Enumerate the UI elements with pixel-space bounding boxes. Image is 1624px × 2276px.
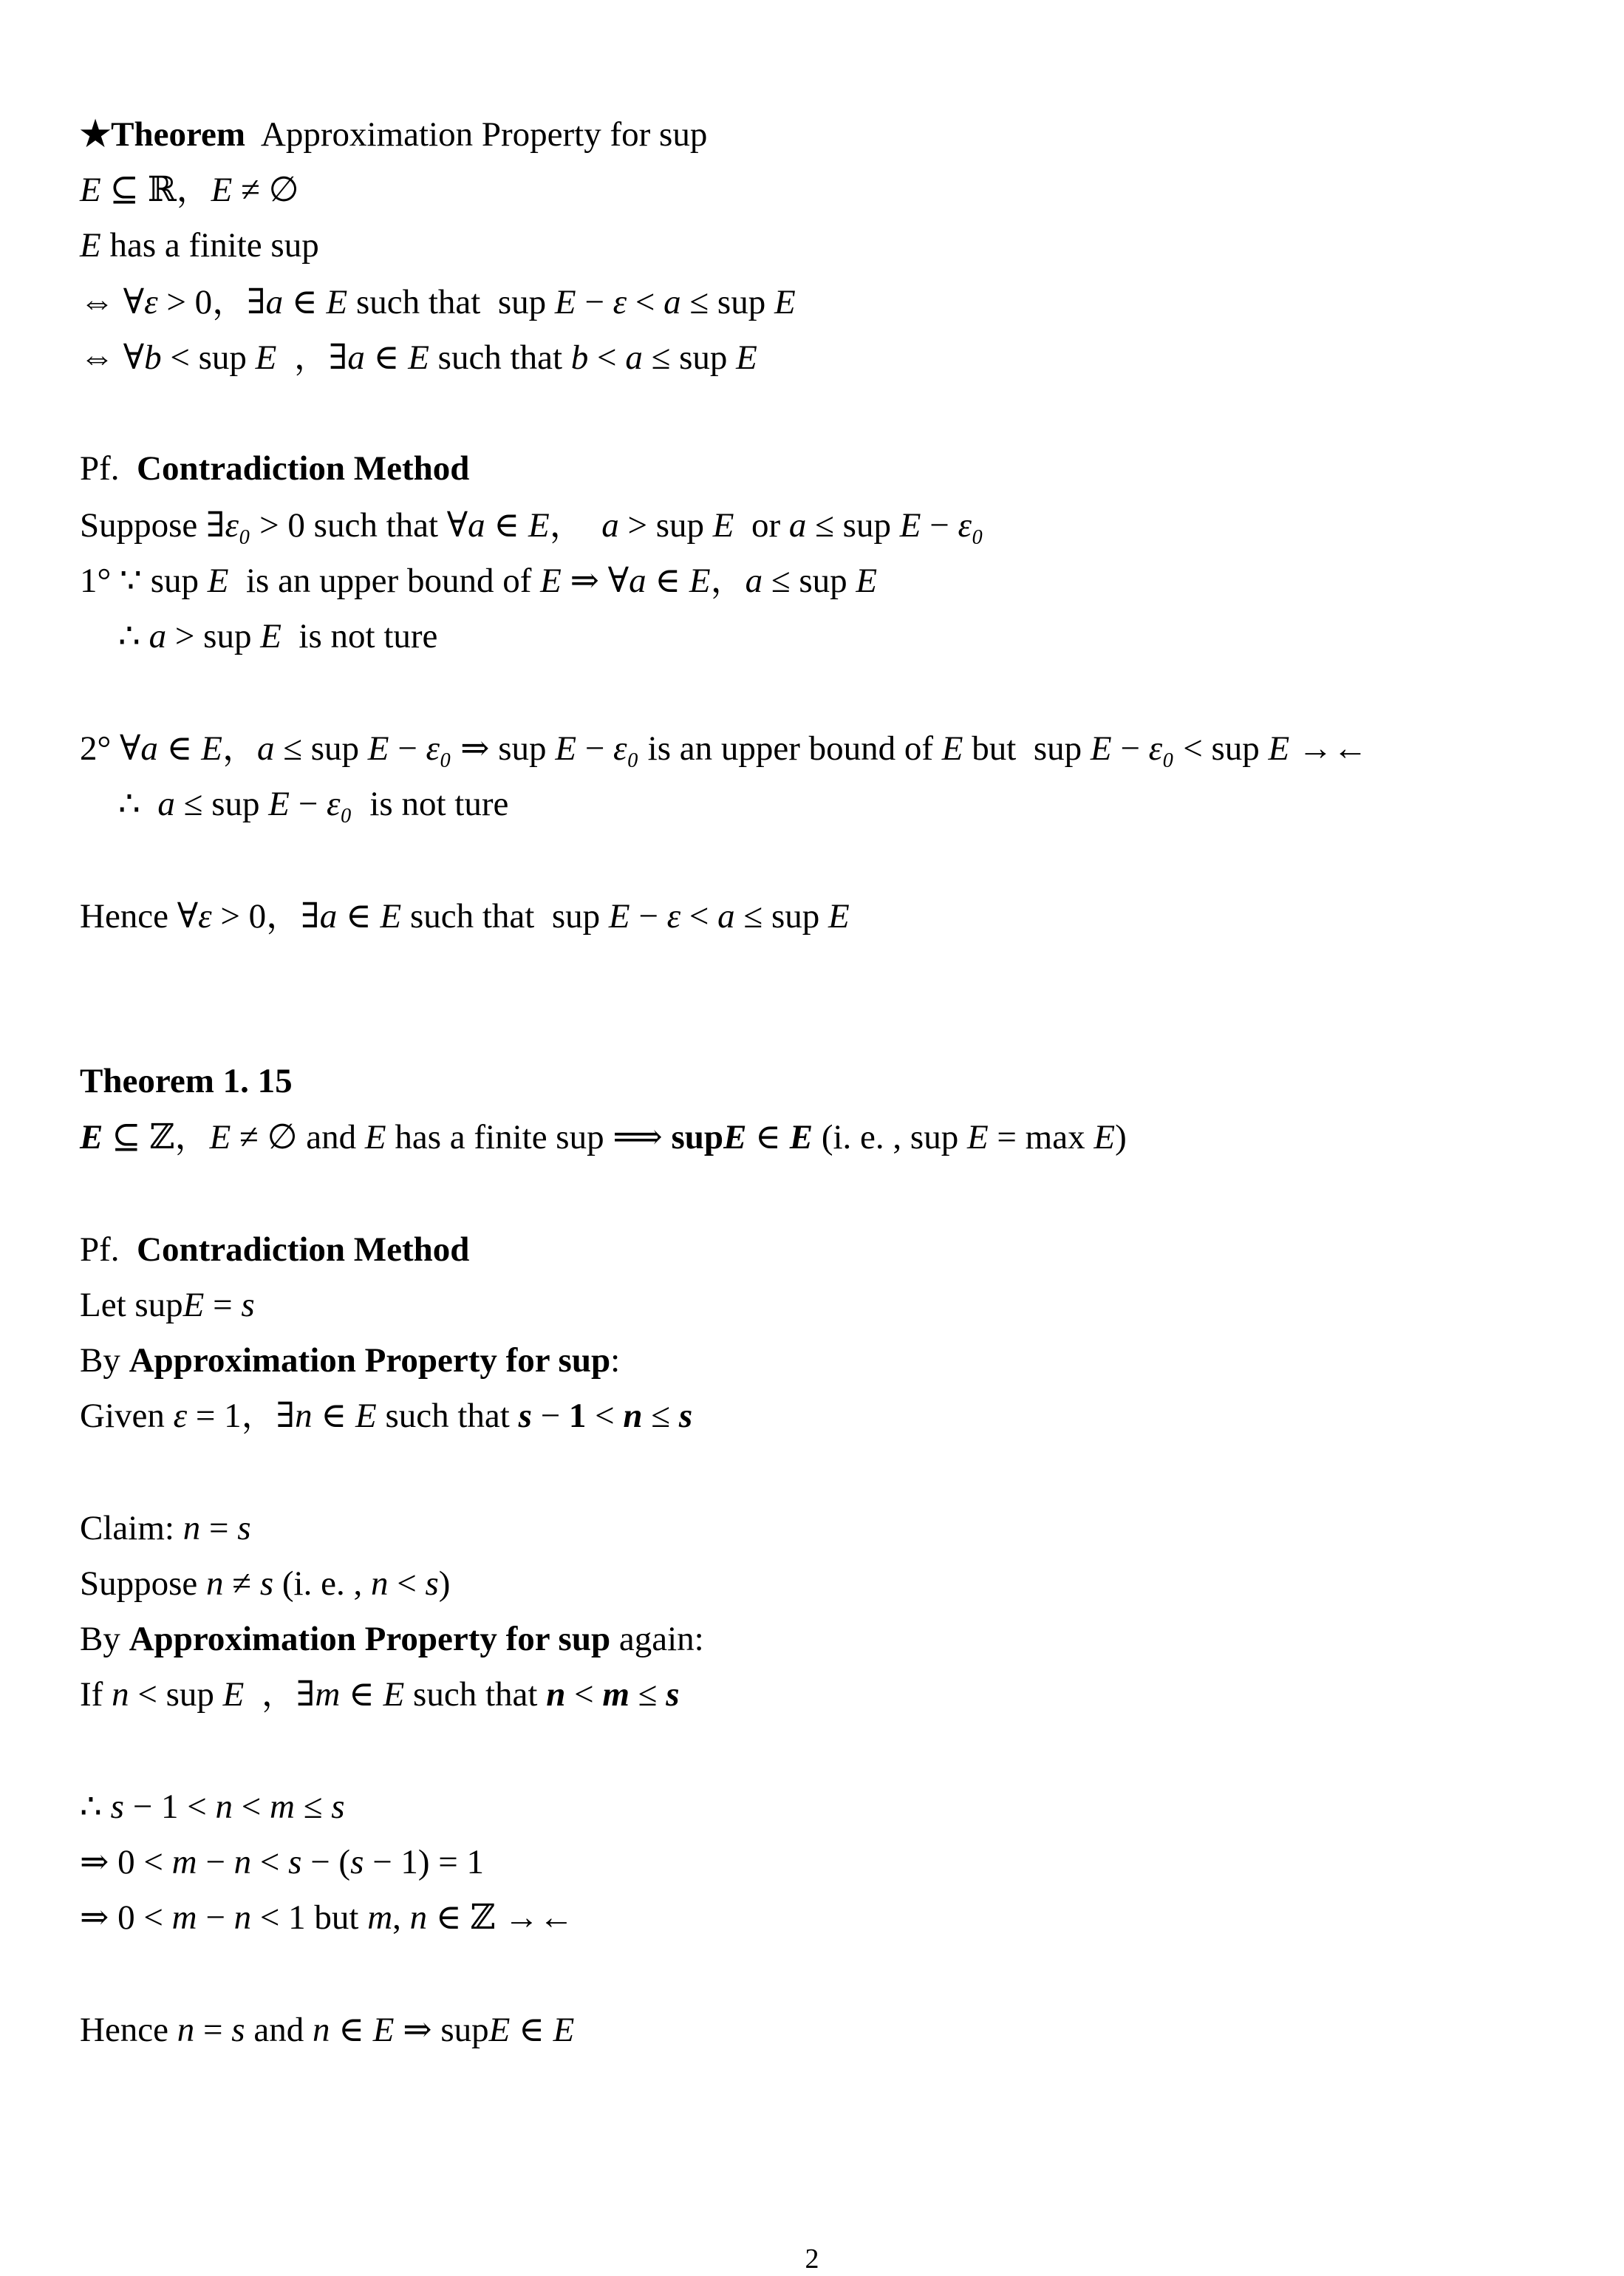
math-symbol: n xyxy=(546,1675,566,1714)
math-symbol: m xyxy=(602,1675,630,1714)
text-segment: > 0，∃ xyxy=(157,283,266,321)
math-symbol: E xyxy=(1094,1118,1116,1156)
text-segment: 1° ∵ sup xyxy=(80,562,208,600)
text-segment: By xyxy=(80,1620,129,1658)
text-segment: →← xyxy=(1289,729,1368,768)
text-segment: ≤ xyxy=(294,1788,332,1826)
text-line xyxy=(80,720,1368,777)
text-segment: ⇔ ∀ xyxy=(80,283,145,321)
math-symbol: E xyxy=(554,283,576,321)
text-segment: < sup xyxy=(129,1675,223,1714)
math-symbol: a xyxy=(788,506,807,545)
math-symbol: E xyxy=(326,283,348,321)
text-line xyxy=(80,440,469,497)
text-segment: ∈ xyxy=(485,506,528,545)
math-symbol: n xyxy=(370,1564,389,1603)
text-segment: ≠ ∅ and xyxy=(231,1118,365,1156)
text-segment: Suppose xyxy=(80,1564,207,1603)
math-symbol: E xyxy=(367,729,389,768)
text-segment: ≤ xyxy=(629,1675,666,1714)
text-segment: − xyxy=(197,1898,234,1937)
math-symbol: s xyxy=(110,1788,124,1826)
text-line xyxy=(80,1053,293,1109)
math-symbol: E xyxy=(712,506,734,545)
text-segment: − xyxy=(289,785,327,823)
text-segment: ) xyxy=(438,1564,451,1603)
math-symbol: s xyxy=(259,1564,274,1603)
math-symbol: a xyxy=(745,562,763,600)
math-symbol: ε₀ xyxy=(225,506,251,545)
text-segment: such that xyxy=(376,1397,519,1435)
text-segment: ⊆ ℤ， xyxy=(103,1118,210,1156)
text-segment: is an upper bound of xyxy=(638,729,942,768)
math-symbol: a xyxy=(265,283,284,321)
math-symbol: E xyxy=(553,2011,575,2049)
text-segment: ∈ xyxy=(364,338,409,377)
text-segment: Approximation Property for sup xyxy=(245,115,708,154)
text-line xyxy=(80,553,877,609)
math-symbol: E xyxy=(488,2011,511,2049)
math-symbol: ε xyxy=(144,283,158,321)
text-line xyxy=(80,2002,574,2058)
math-symbol: s xyxy=(425,1564,439,1603)
text-line xyxy=(80,162,299,218)
math-symbol: E xyxy=(380,897,402,936)
text-line xyxy=(80,1666,680,1723)
text-segment: = 1，∃ xyxy=(187,1397,296,1435)
text-segment: − xyxy=(921,506,958,545)
math-symbol: a xyxy=(347,338,365,377)
math-symbol: E xyxy=(941,729,963,768)
math-symbol: a xyxy=(663,283,681,321)
text-segment: ⇒ 0 < xyxy=(80,1843,172,1881)
math-symbol: E xyxy=(80,1118,103,1156)
text-segment: = xyxy=(200,1509,238,1547)
math-symbol: s xyxy=(231,2011,245,2049)
math-symbol: E xyxy=(1090,729,1112,768)
math-symbol: n xyxy=(215,1788,233,1826)
math-symbol: E xyxy=(774,283,796,321)
math-symbol: E xyxy=(608,897,630,936)
math-symbol: n xyxy=(182,1509,201,1547)
text-segment: ∈ xyxy=(340,1675,383,1714)
math-symbol: ε₀ xyxy=(958,506,984,545)
text-segment: ≤ sup xyxy=(642,338,737,377)
text-segment: < xyxy=(251,1843,289,1881)
math-symbol: n xyxy=(177,2011,195,2049)
text-segment: ∈ xyxy=(283,283,327,321)
text-segment: = xyxy=(204,1286,242,1324)
math-symbol: n xyxy=(112,1675,129,1714)
text-line xyxy=(80,1834,484,1890)
math-symbol: n xyxy=(295,1397,313,1435)
text-line xyxy=(80,1779,345,1835)
math-symbol: E xyxy=(856,562,878,600)
text-segment: = max xyxy=(988,1118,1094,1156)
text-segment: ⇒ sup xyxy=(394,2011,489,2049)
text-segment: Pf. xyxy=(80,449,137,488)
text-segment: < xyxy=(680,897,718,936)
math-symbol: E xyxy=(789,1118,813,1156)
math-symbol: m xyxy=(171,1898,197,1937)
math-symbol: E xyxy=(899,506,921,545)
math-symbol: a xyxy=(140,729,158,768)
text-segment: ， xyxy=(222,729,257,768)
text-line xyxy=(80,106,707,163)
math-symbol: E xyxy=(364,1118,386,1156)
math-symbol: E xyxy=(222,1675,245,1714)
bold-text: Approximation Property for sup xyxy=(129,1620,611,1658)
text-segment: ⇒ 0 < xyxy=(80,1898,172,1937)
text-segment: is not ture xyxy=(281,617,438,655)
math-symbol: ε xyxy=(173,1397,188,1435)
math-symbol: n xyxy=(409,1898,428,1937)
text-line xyxy=(80,1277,255,1333)
text-segment: ≤ sup xyxy=(680,283,774,321)
text-segment: ⇔ ∀ xyxy=(80,338,145,377)
text-segment: Hence xyxy=(80,2011,177,2049)
math-symbol: E xyxy=(255,338,277,377)
text-segment: Let sup xyxy=(80,1286,183,1324)
text-line xyxy=(80,1890,574,1946)
text-segment: such that sup xyxy=(347,283,555,321)
text-segment: ≤ sup xyxy=(806,506,900,545)
math-symbol: E xyxy=(540,562,562,600)
math-symbol: ε₀ xyxy=(1148,729,1175,768)
text-segment: ⇒ sup xyxy=(451,729,556,768)
text-segment: 2° ∀ xyxy=(80,729,141,768)
text-segment: By xyxy=(80,1341,129,1380)
math-symbol: a xyxy=(157,785,175,823)
text-segment: > 0，∃ xyxy=(211,897,320,936)
math-symbol: E xyxy=(723,1118,747,1156)
text-segment: Suppose ∃ xyxy=(80,506,225,545)
text-segment: < 1 but xyxy=(251,1898,368,1937)
text-segment: < xyxy=(586,1397,624,1435)
text-line xyxy=(80,1388,692,1444)
math-symbol: a xyxy=(319,897,338,936)
text-segment: ≠ ∅ xyxy=(232,171,299,209)
text-segment: ≠ xyxy=(223,1564,260,1603)
math-symbol: s xyxy=(288,1843,302,1881)
math-symbol: s xyxy=(666,1675,680,1714)
math-symbol: ε xyxy=(613,283,627,321)
math-symbol: E xyxy=(80,226,101,265)
text-segment: has a finite sup ⟹ xyxy=(386,1118,672,1156)
text-segment: − xyxy=(630,897,667,936)
text-line xyxy=(80,217,319,273)
math-symbol: a xyxy=(256,729,275,768)
math-symbol: ε xyxy=(198,897,212,936)
text-segment: < xyxy=(565,1675,603,1714)
text-segment: ∈ ℤ →← xyxy=(427,1898,574,1937)
math-symbol: n xyxy=(233,1898,252,1937)
text-segment: ∈ xyxy=(312,1397,355,1435)
math-symbol: E xyxy=(209,1118,231,1156)
text-segment: again: xyxy=(610,1620,704,1658)
text-segment: > sup xyxy=(166,617,261,655)
page-number: 2 xyxy=(805,2243,819,2275)
text-segment: ) xyxy=(1115,1118,1127,1156)
math-symbol: E xyxy=(201,729,222,768)
math-symbol: n xyxy=(312,2011,330,2049)
text-segment: (i. e. , xyxy=(273,1564,371,1603)
math-symbol: E xyxy=(383,1675,405,1714)
text-segment: ∈ xyxy=(510,2011,553,2049)
math-symbol: b xyxy=(144,338,162,377)
text-segment: ∈ xyxy=(337,897,381,936)
text-segment: (i. e. , sup xyxy=(813,1118,967,1156)
text-segment: Claim: xyxy=(80,1509,183,1547)
text-line xyxy=(80,1332,620,1389)
text-segment: , xyxy=(392,1898,410,1937)
text-segment: = xyxy=(194,2011,232,2049)
math-symbol: E xyxy=(355,1397,377,1435)
text-segment: < sup xyxy=(161,338,256,377)
text-segment: < xyxy=(388,1564,426,1603)
text-segment: < xyxy=(588,338,626,377)
text-line xyxy=(80,1556,450,1612)
math-symbol: s xyxy=(518,1397,532,1435)
text-segment: ≤ sup xyxy=(762,562,856,600)
math-symbol: E xyxy=(736,338,757,377)
math-symbol: b xyxy=(570,338,589,377)
math-symbol: m xyxy=(367,1898,393,1937)
text-segment: ∈ xyxy=(157,729,202,768)
text-segment: and xyxy=(245,2011,313,2049)
text-segment: − 1 < xyxy=(123,1788,216,1826)
math-symbol: E xyxy=(1268,729,1290,768)
text-segment: ∴ xyxy=(80,1788,111,1826)
text-segment: − xyxy=(197,1843,234,1881)
text-segment: ∈ xyxy=(646,562,689,600)
math-symbol: E xyxy=(528,506,550,545)
text-segment: such that xyxy=(404,1675,547,1714)
text-segment: ≤ xyxy=(642,1397,679,1435)
math-symbol: E xyxy=(207,562,229,600)
text-segment: Given xyxy=(80,1397,174,1435)
text-segment: ⊆ ℝ， xyxy=(100,171,211,209)
math-symbol: a xyxy=(149,617,167,655)
math-symbol: m xyxy=(315,1675,341,1714)
text-line xyxy=(80,1109,1127,1165)
text-segment: ∴ xyxy=(118,785,158,823)
text-segment: ≤ sup xyxy=(174,785,269,823)
text-segment: < sup xyxy=(1174,729,1269,768)
bold-text: ★Theorem xyxy=(80,115,246,154)
text-segment: ≤ sup xyxy=(734,897,828,936)
math-symbol: a xyxy=(629,562,646,600)
math-symbol: ε xyxy=(666,897,681,936)
text-segment: ， xyxy=(710,562,746,600)
math-symbol: s xyxy=(350,1843,364,1881)
math-symbol: a xyxy=(717,897,735,936)
text-segment: − xyxy=(1111,729,1149,768)
math-symbol: ε₀ xyxy=(613,729,639,768)
text-segment: If xyxy=(80,1675,112,1714)
text-segment: Hence ∀ xyxy=(80,897,199,936)
text-segment: Pf. xyxy=(80,1230,137,1269)
text-line xyxy=(80,330,757,386)
bold-text: Contradiction Method xyxy=(137,449,470,488)
text-line xyxy=(118,608,437,664)
text-segment: such that sup xyxy=(401,897,609,936)
math-symbol: ε₀ xyxy=(426,729,452,768)
math-symbol: s xyxy=(241,1286,255,1324)
math-symbol: n xyxy=(206,1564,224,1603)
math-symbol: s xyxy=(331,1788,345,1826)
math-symbol: m xyxy=(269,1788,295,1826)
text-segment: − xyxy=(576,283,613,321)
text-line xyxy=(80,1222,469,1278)
bold-text: 1 xyxy=(568,1397,587,1435)
math-symbol: E xyxy=(555,729,577,768)
text-segment: ≤ sup xyxy=(274,729,368,768)
math-symbol: ε₀ xyxy=(326,785,352,823)
math-symbol: E xyxy=(182,1286,205,1324)
text-segment: < xyxy=(232,1788,270,1826)
text-segment: − 1) = 1 xyxy=(364,1843,485,1881)
text-segment: ∴ xyxy=(118,617,149,655)
text-segment: ⇒ ∀ xyxy=(561,562,630,600)
math-symbol: E xyxy=(966,1118,989,1156)
text-segment: > sup xyxy=(618,506,713,545)
text-line xyxy=(80,1611,704,1667)
text-line xyxy=(118,776,508,832)
math-symbol: a xyxy=(468,506,485,545)
text-segment: is an upper bound of xyxy=(228,562,541,600)
text-segment: or xyxy=(734,506,789,545)
math-symbol: m xyxy=(171,1843,197,1881)
math-symbol: s xyxy=(237,1509,251,1547)
text-segment: : xyxy=(610,1341,621,1380)
math-symbol: E xyxy=(689,562,711,600)
math-symbol: a xyxy=(625,338,643,377)
text-segment: ∈ xyxy=(746,1118,790,1156)
math-symbol: E xyxy=(828,897,850,936)
text-segment: > 0 such that ∀ xyxy=(250,506,468,545)
text-segment: such that xyxy=(429,338,571,377)
text-segment: has a finite sup xyxy=(100,226,319,265)
text-segment: − xyxy=(531,1397,569,1435)
text-segment: ，∃ xyxy=(244,1675,315,1714)
text-line xyxy=(80,497,983,553)
text-segment: ， xyxy=(549,506,602,545)
text-segment: but sup xyxy=(963,729,1091,768)
math-symbol: E xyxy=(372,2011,395,2049)
math-symbol: n xyxy=(233,1843,252,1881)
bold-text: Contradiction Method xyxy=(137,1230,470,1269)
text-segment: ∈ xyxy=(330,2011,373,2049)
math-symbol: s xyxy=(678,1397,693,1435)
math-symbol: E xyxy=(268,785,290,823)
math-symbol: E xyxy=(408,338,429,377)
math-symbol: E xyxy=(260,617,282,655)
math-symbol: n xyxy=(623,1397,643,1435)
math-symbol: E xyxy=(80,171,101,209)
text-line xyxy=(80,274,796,330)
math-symbol: E xyxy=(211,171,233,209)
text-segment: − xyxy=(389,729,426,768)
text-line xyxy=(80,888,850,944)
bold-text: sup xyxy=(671,1118,724,1156)
bold-text: Approximation Property for sup xyxy=(129,1341,611,1380)
text-segment: < xyxy=(627,283,664,321)
text-segment: ，∃ xyxy=(276,338,348,377)
text-segment: − ( xyxy=(301,1843,351,1881)
math-symbol: a xyxy=(601,506,619,545)
bold-text: Theorem 1. 15 xyxy=(80,1062,293,1100)
text-segment: is not ture xyxy=(352,785,509,823)
text-segment: − xyxy=(576,729,614,768)
text-line xyxy=(80,1500,251,1556)
